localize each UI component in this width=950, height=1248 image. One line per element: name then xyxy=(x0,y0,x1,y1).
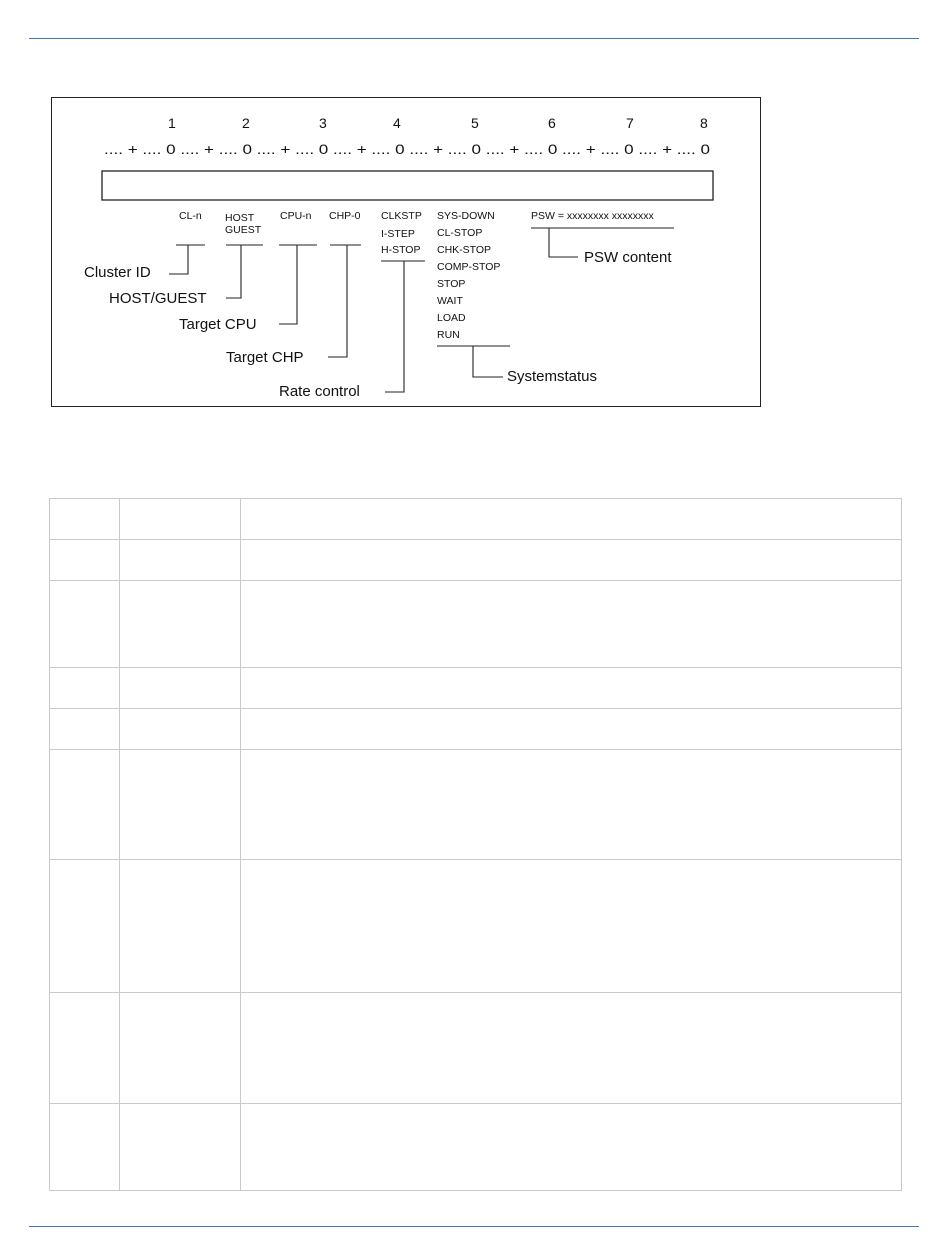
status-line-box xyxy=(102,171,713,200)
callout-rate-control: Rate control xyxy=(279,383,360,400)
field-cl-n: CL-n xyxy=(179,210,202,222)
connector-cpu xyxy=(279,245,297,324)
callout-systemstatus: Systemstatus xyxy=(507,368,598,385)
rate-field-list xyxy=(381,210,422,256)
table-cell xyxy=(50,993,120,1104)
field-guest: GUEST xyxy=(225,224,262,236)
ruler-number: 5 xyxy=(471,115,479,131)
field-host: HOST xyxy=(225,212,255,224)
status-field-list xyxy=(437,210,500,341)
table-row xyxy=(50,540,902,581)
table-cell xyxy=(120,750,241,860)
footer-rule xyxy=(29,1226,919,1227)
ruler-number: 2 xyxy=(242,115,250,131)
table-row xyxy=(50,750,902,860)
header-rule xyxy=(29,38,919,39)
table-cell xyxy=(120,860,241,993)
field-cpu-n: CPU-n xyxy=(280,210,312,222)
callout-target-cpu: Target CPU xyxy=(179,316,257,333)
ruler-number: 8 xyxy=(700,115,708,131)
table-cell xyxy=(241,750,902,860)
field-description-table xyxy=(49,498,902,1191)
callout-cluster-id: Cluster ID xyxy=(84,264,151,281)
table-row xyxy=(50,668,902,709)
rate-option: H-STOP xyxy=(381,244,421,256)
status-option: COMP-STOP xyxy=(437,261,501,273)
diagram-canvas xyxy=(52,98,762,408)
table-row xyxy=(50,993,902,1104)
table-cell xyxy=(241,540,902,581)
table-cell xyxy=(120,993,241,1104)
ruler-number: 6 xyxy=(548,115,556,131)
table-cell xyxy=(50,581,120,668)
table-row xyxy=(50,860,902,993)
table-cell xyxy=(120,499,241,540)
status-option: LOAD xyxy=(437,312,466,324)
table-cell xyxy=(120,581,241,668)
callout-host-guest: HOST/GUEST xyxy=(109,290,207,307)
status-line-diagram xyxy=(51,97,761,407)
table-cell xyxy=(241,581,902,668)
connector-psw xyxy=(549,228,578,257)
rate-option: I-STEP xyxy=(381,228,415,240)
table-row xyxy=(50,581,902,668)
status-option: STOP xyxy=(437,278,466,290)
field-chp: CHP-0 xyxy=(329,210,361,222)
status-option: CL-STOP xyxy=(437,227,483,239)
table-cell xyxy=(120,1104,241,1191)
field-psw: PSW = xxxxxxxx xxxxxxxx xyxy=(531,210,654,222)
status-option: RUN xyxy=(437,329,460,341)
callout-target-chp: Target CHP xyxy=(226,349,304,366)
table-row xyxy=(50,709,902,750)
connector-status xyxy=(473,346,503,377)
connector-chp xyxy=(328,245,347,357)
table-cell xyxy=(241,668,902,709)
ruler-number: 3 xyxy=(319,115,327,131)
status-option: WAIT xyxy=(437,295,463,307)
connector-cluster xyxy=(169,245,188,274)
table-cell xyxy=(241,860,902,993)
table-cell xyxy=(50,750,120,860)
table-cell xyxy=(241,1104,902,1191)
table-cell xyxy=(50,668,120,709)
connector-host xyxy=(226,245,241,298)
ruler-number: 4 xyxy=(393,115,401,131)
table-cell xyxy=(241,993,902,1104)
ruler-number: 7 xyxy=(626,115,634,131)
table-cell xyxy=(120,540,241,581)
table-row xyxy=(50,499,902,540)
connector-rate xyxy=(385,261,404,392)
table-cell xyxy=(120,709,241,750)
table-cell xyxy=(241,499,902,540)
table-cell xyxy=(50,540,120,581)
table-cell xyxy=(50,1104,120,1191)
table-cell xyxy=(241,709,902,750)
table-cell xyxy=(50,499,120,540)
callout-psw-content: PSW content xyxy=(584,249,672,266)
ruler-number: 1 xyxy=(168,115,176,131)
rate-option: CLKSTP xyxy=(381,210,422,222)
status-option: SYS-DOWN xyxy=(437,210,495,222)
table-row xyxy=(50,1104,902,1191)
table-cell xyxy=(50,709,120,750)
table-cell xyxy=(50,860,120,993)
ruler-line: .... + .... 0 .... + .... 0 .... + .... 0 .... + .... 0 .... + .... 0 .... + .... 0 .... + .... 0 .... + .... 0 xyxy=(104,141,711,157)
status-option: CHK-STOP xyxy=(437,244,492,256)
table-cell xyxy=(120,668,241,709)
ruler-numbers xyxy=(168,115,708,131)
